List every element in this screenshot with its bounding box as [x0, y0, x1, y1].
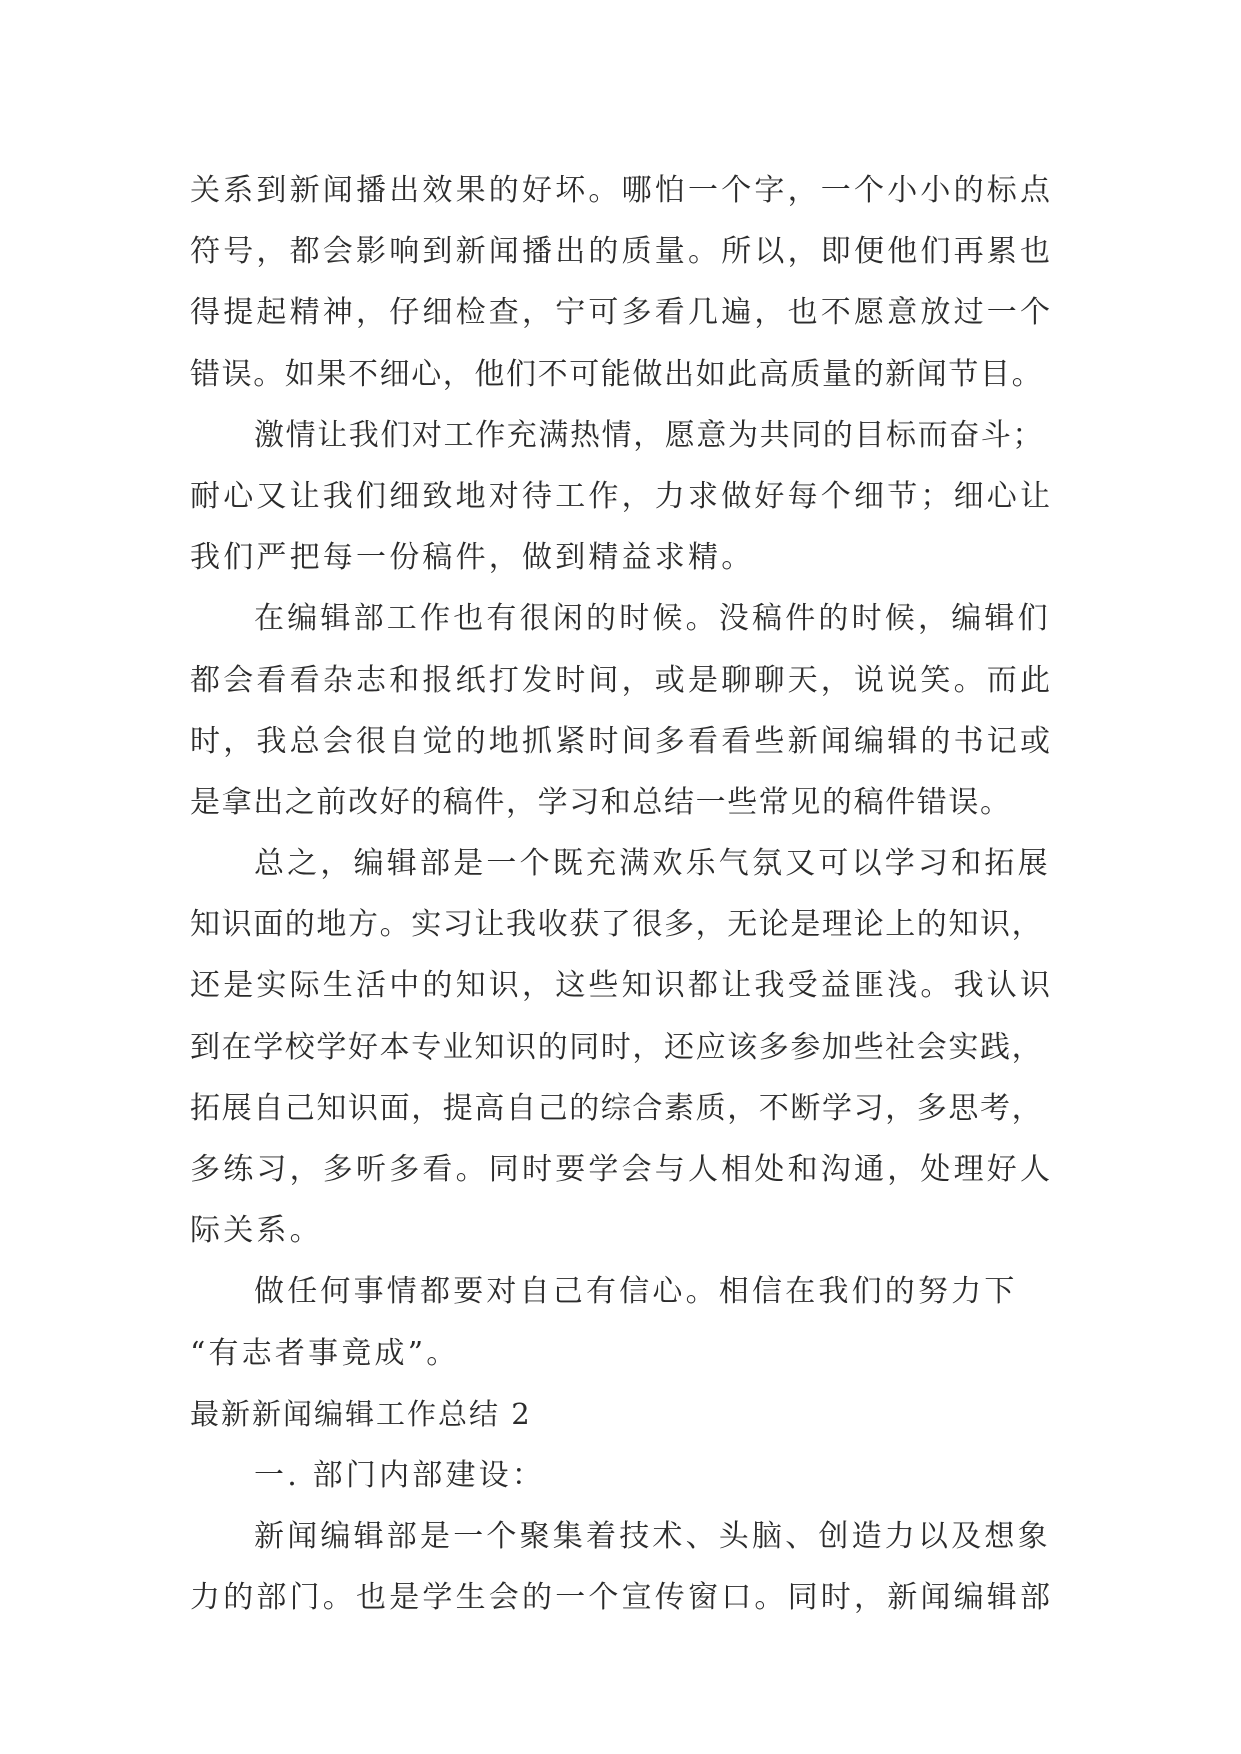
- text-line: 错误。如果不细心，他们不可能做出如此高质量的新闻节目。: [190, 356, 1044, 392]
- text-line: 得提起精神，仔细检查，宁可多看几遍，也不愿意放过一个: [190, 295, 1054, 331]
- text-line: 符号，都会影响到新闻播出的质量。所以，即便他们再累也: [190, 234, 1054, 270]
- text-line: 知识面的地方。实习让我收获了很多，无论是理论上的知识，: [190, 907, 1044, 943]
- text-line: 是拿出之前改好的稿件，学习和总结一些常见的稿件错误。: [190, 784, 1012, 820]
- paragraph-first-line: 新闻编辑部是一个聚集着技术、头脑、创造力以及想象: [254, 1519, 1051, 1555]
- text-line: 多练习，多听多看。同时要学会与人相处和沟通，处理好人: [190, 1152, 1054, 1187]
- text-line: 我们严把每一份稿件，做到精益求精。: [190, 540, 755, 576]
- subsection-heading: 一. 部门内部建设：: [254, 1457, 546, 1493]
- text-line: “有志者事竟成”。: [190, 1335, 460, 1371]
- paragraph-first-line: 在编辑部工作也有很闲的时候。没稿件的时候，编辑们: [254, 601, 1051, 637]
- paragraph-first-line: 总之，编辑部是一个既充满欢乐气氛又可以学习和拓展: [254, 846, 1051, 882]
- text-line: 关系到新闻播出效果的好坏。哪怕一个字，一个小小的标点: [190, 173, 1054, 208]
- text-line: 拓展自己知识面，提高自己的综合素质，不断学习，多思考，: [190, 1090, 1044, 1126]
- text-line: 到在学校学好本专业知识的同时，还应该多参加些社会实践，: [190, 1029, 1044, 1065]
- paragraph-first-line: 做任何事情都要对自己有信心。相信在我们的努力下: [254, 1274, 1018, 1310]
- paragraph-first-line: 激情让我们对工作充满热情，愿意为共同的目标而奋斗；: [254, 417, 1044, 453]
- text-line: 时，我总会很自觉的地抓紧时间多看看些新闻编辑的书记或: [190, 723, 1054, 759]
- section-heading: 最新新闻编辑工作总结 2: [190, 1396, 532, 1431]
- text-line: 耐心又让我们细致地对待工作，力求做好每个细节；细心让: [190, 478, 1054, 514]
- text-line: 都会看看杂志和报纸打发时间，或是聊聊天，说说笑。而此: [190, 662, 1054, 698]
- text-line: 还是实际生活中的知识，这些知识都让我受益匪浅。我认识: [190, 968, 1054, 1004]
- document-body: [190, 160, 1070, 1629]
- text-line: 力的部门。也是学生会的一个宣传窗口。同时，新闻编辑部: [190, 1580, 1054, 1616]
- text-line: 际关系。: [190, 1213, 323, 1249]
